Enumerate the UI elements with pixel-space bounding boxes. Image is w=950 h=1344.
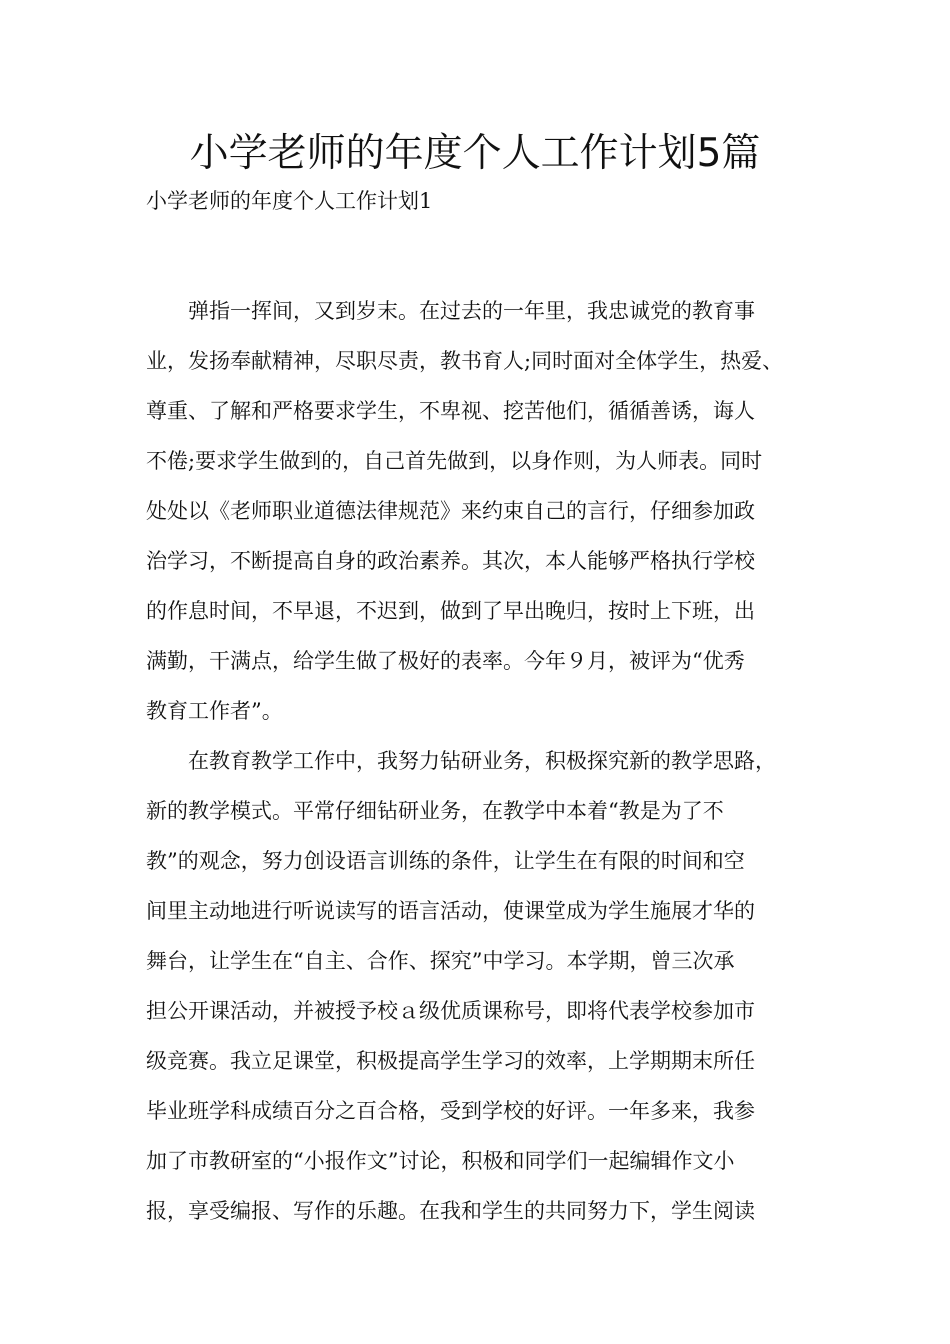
paragraph-line: 处处以《老师职业道德法律规范》来约束自己的言行，仔细参加政 — [146, 499, 755, 523]
paragraph-line: 新的教学模式。平常仔细钻研业务，在教学中本着“教是为了不 — [146, 799, 724, 823]
body-text — [146, 286, 826, 1236]
paragraph-line: 加了市教研室的“小报作文”讨论，积极和同学们一起编辑作文小 — [146, 1149, 735, 1173]
paragraph-line: 担公开课活动，并被授予校ａ级优质课称号，即将代表学校参加市 — [146, 999, 755, 1023]
paragraph-2 — [146, 736, 826, 1236]
paragraph-1 — [146, 286, 826, 736]
paragraph-line: 业，发扬奉献精神，尽职尽责，教书育人;同时面对全体学生，热爱、 — [146, 349, 784, 373]
paragraph-line: 教育工作者”。 — [146, 699, 283, 723]
paragraph-line: 的作息时间，不早退，不迟到，做到了早出晚归，按时上下班，出 — [146, 599, 755, 623]
paragraph-line: 尊重、了解和严格要求学生，不卑视、挖苦他们，循循善诱，诲人 — [146, 399, 755, 423]
paragraph-line: 不倦;要求学生做到的，自己首先做到，以身作则，为人师表。同时 — [146, 449, 763, 473]
paragraph-line: 级竞赛。我立足课堂，积极提高学生学习的效率，上学期期末所任 — [146, 1049, 755, 1073]
document-title: 小学老师的年度个人工作计划5篇 — [189, 131, 761, 176]
paragraph-line: 教”的观念，努力创设语言训练的条件，让学生在有限的时间和空 — [146, 849, 745, 873]
paragraph-line: 弹指一挥间，又到岁末。在过去的一年里，我忠诚党的教育事 — [188, 299, 755, 323]
paragraph-line: 治学习，不断提高自身的政治素养。其次，本人能够严格执行学校 — [146, 549, 755, 573]
paragraph-line: 舞台，让学生在“自主、合作、探究”中学习。本学期，曾三次承 — [146, 949, 735, 973]
paragraph-line: 毕业班学科成绩百分之百合格，受到学校的好评。一年多来，我参 — [146, 1099, 755, 1123]
paragraph-line: 满勤，干满点，给学生做了极好的表率。今年９月，被评为“优秀 — [146, 649, 745, 673]
paragraph-line: 间里主动地进行听说读写的语言活动，使课堂成为学生施展才华的 — [146, 899, 755, 923]
paragraph-line: 报，享受编报、写作的乐趣。在我和学生的共同努力下，学生阅读 — [146, 1199, 755, 1223]
section-heading: 小学老师的年度个人工作计划1 — [146, 189, 433, 213]
paragraph-line: 在教育教学工作中，我努力钻研业务，积极探究新的教学思路， — [188, 749, 776, 773]
